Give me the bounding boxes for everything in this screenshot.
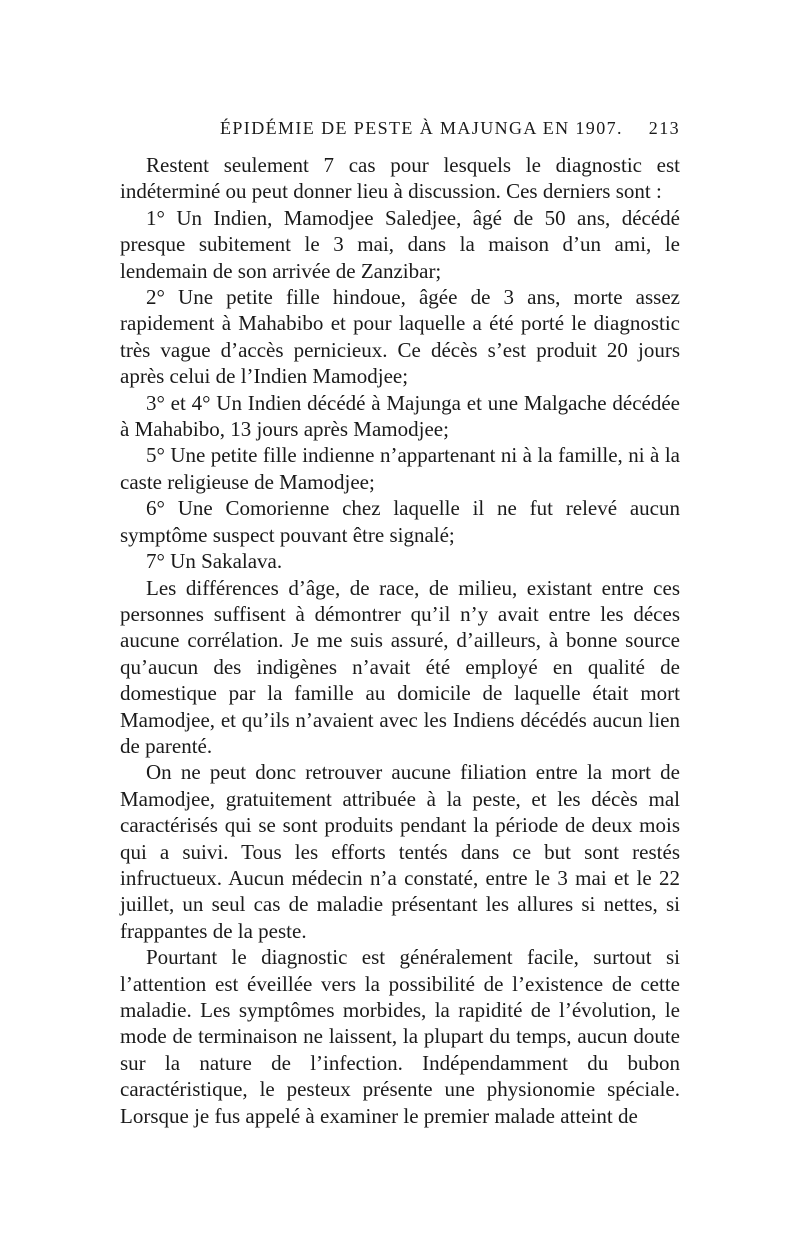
book-page — [120, 118, 680, 1129]
running-header — [220, 118, 680, 146]
list-item-7: 7° Un Sakalava. — [146, 549, 283, 574]
paragraph-intro: Restent seulement 7 cas pour lesquels le diagnostic est indéterminé ou peut donner lieu à discussion. Ces derniers sont : — [120, 153, 680, 204]
list-item-3-4: 3° et 4° Un Indien décédé à Majunga et une Malgache décédée à Mahabibo, 13 jours après Mamodjee; — [120, 390, 680, 442]
list-item-5: 5° Une petite fille indienne n’appartenant ni à la famille, ni à la caste religieuse de Mamodjee; — [120, 443, 680, 494]
paragraph-differences: Les différences d’âge, de race, de milieu, existant entre ces personnes suffisent à démontrer qu’il n’y avait entre les déces aucune corrélation. Je me suis assuré, d’ailleurs, à bonne source qu’aucun des indigènes n’avait été employé en qualité de domestique par la famille au domicile de laquelle était mort Mamodjee, et qu’ils n’avaient avec les Indiens décédés aucun lien de parenté. — [120, 575, 680, 758]
list-item-2: 2° Une petite fille hindoue, âgée de 3 ans, morte assez rapidement à Mahabibo et pour laquelle a été porté le diagnostic très vague d’accès pernicieux. Ce décès s’est produit 20 jours après celui de l’Indien Mamodjee; — [120, 285, 680, 389]
list-item-1: 1° Un Indien, Mamodjee Saledjee, âgé de 50 ans, décédé presque subitement le 3 mai, dans la maison d’un ami, le lendemain de son arrivée de Zanzibar; — [120, 205, 680, 283]
list-item-6: 6° Une Comorienne chez laquelle il ne fut relevé aucun symptôme suspect pouvant être signalé; — [120, 496, 680, 547]
body-text — [120, 152, 680, 1129]
paragraph-filiation: On ne peut donc retrouver aucune filiation entre la mort de Mamodjee, gratuitement attribuée à la peste, et les décès mal caractérisés qui se sont produits pendant la période de deux mois qui a suivi. Tous les efforts tentés dans ce but sont restés infructueux. Aucun médecin n’a constaté, entre le 3 mai et le 22 juillet, un seul cas de maladie présentant les allures si nettes, si frappantes de la peste. — [120, 760, 680, 943]
paragraph-diagnostic: Pourtant le diagnostic est généralement facile, surtout si l’attention est éveillée vers la possibilité de l’existence de cette maladie. Les symptômes morbides, la rapidité de l’évolution, le mode de terminaison ne laissent, la plupart du temps, aucun doute sur la nature de l’infection. Indépendamment du bubon caractéristique, le pesteux présente une physionomie spéciale. Lorsque je fus appelé à examiner le premier malade atteint de — [120, 945, 680, 1128]
running-title: ÉPIDÉMIE DE PESTE À MAJUNGA EN 1907. — [220, 118, 623, 138]
page-number: 213 — [648, 118, 680, 138]
